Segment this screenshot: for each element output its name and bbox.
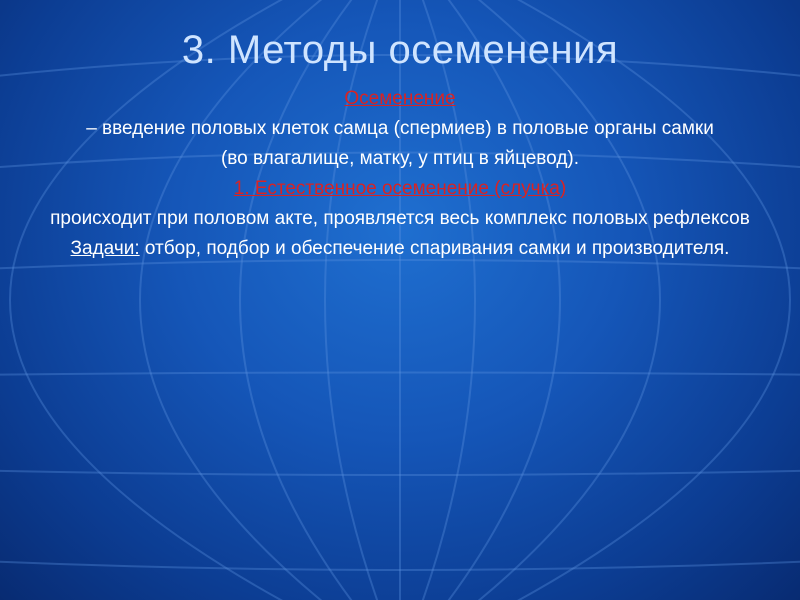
method-text: происходит при половом акте, проявляется весь комплекс половых рефлексов — [50, 208, 750, 229]
tasks-label: Задачи: — [70, 238, 140, 259]
tasks-text: отбор, подбор и обеспечение спаривания самки и производителя. — [139, 238, 730, 259]
definition-text: – введение половых клеток самца (спермиев) в половые органы самки — [86, 118, 714, 139]
definition-detail: (во влагалище, матку, у птиц в яйцевод). — [220, 148, 580, 169]
definition-term: Осеменение — [344, 88, 456, 109]
slide-title: 3. Методы осеменения — [181, 28, 619, 72]
method-heading: 1. Естественное осеменение (случка) — [233, 178, 567, 199]
slide-body — [40, 86, 760, 266]
tasks-paragraph — [40, 236, 760, 262]
